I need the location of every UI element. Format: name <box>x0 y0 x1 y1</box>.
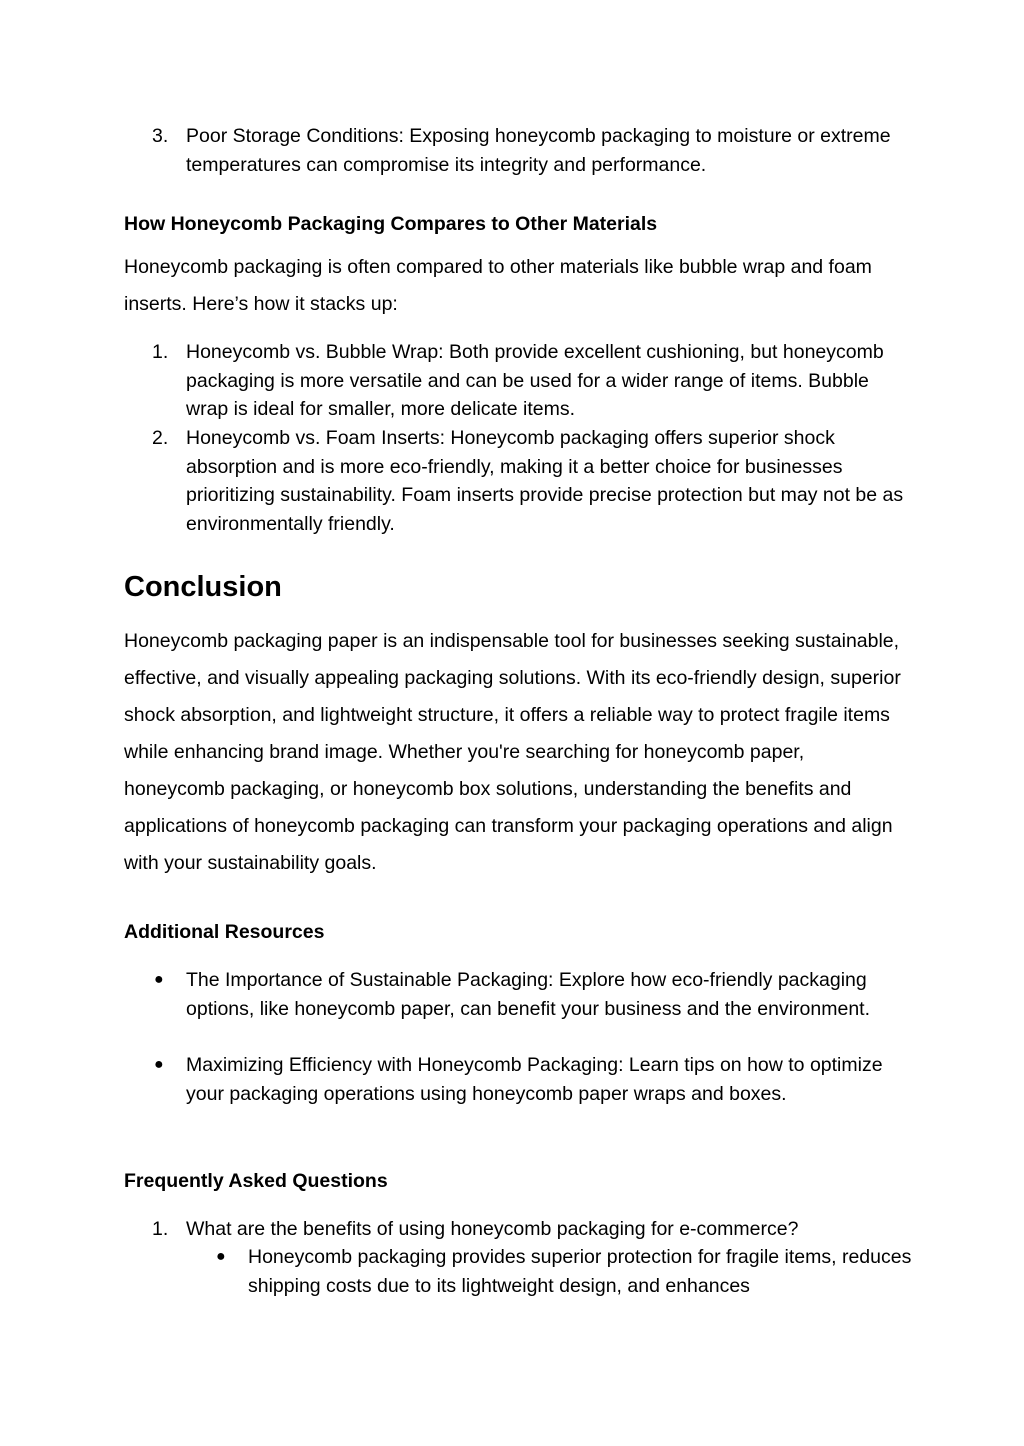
list-number: 1. <box>152 341 169 363</box>
faq-answer-text: Honeycomb packaging provides superior protection for fragile items, reduces shipping costs due to its lightweight design, and enhances <box>248 1246 912 1297</box>
list-number: 1. <box>152 1218 169 1240</box>
section-heading-resources: Additional Resources <box>124 921 325 943</box>
bullet-icon: ● <box>154 971 164 988</box>
bullet-icon: ● <box>154 1056 164 1073</box>
list-item-text: Poor Storage Conditions: Exposing honeycomb packaging to moisture or extreme temperatures can compromise its integrity and performance. <box>186 125 891 176</box>
list-number: 2. <box>152 427 169 449</box>
list-item-text: Honeycomb vs. Foam Inserts: Honeycomb packaging offers superior shock absorption and is more eco-friendly, making it a better choice for businesses prioritizing sustainability. Foam inserts provide precise protection but may not be as environmentally friendly. <box>186 427 904 535</box>
list-item-text: The Importance of Sustainable Packaging: Explore how eco-friendly packaging options, like honeycomb paper, can benefit your business and the environment. <box>186 969 871 1020</box>
section-heading-conclusion: Conclusion <box>124 571 282 603</box>
conclusion-paragraph: Honeycomb packaging paper is an indispensable tool for businesses seeking sustainable, effective, and visually appealing packaging solutions. With its eco-friendly design, superior shock absorption, and lightweight structure, it offers a reliable way to protect fragile items while enhancing brand image. Whether you're searching for honeycomb paper, honeycomb packaging, or honeycomb box solutions, understanding the benefits and applications of honeycomb packaging can transform your packaging operations and align with your sustainability goals. <box>124 630 901 874</box>
list-item-text: Maximizing Efficiency with Honeycomb Packaging: Learn tips on how to optimize your packaging operations using honeycomb paper wraps and boxes. <box>186 1054 883 1105</box>
list-number: 3. <box>152 125 169 147</box>
comparison-intro-paragraph: Honeycomb packaging is often compared to other materials like bubble wrap and foam inserts. Here’s how it stacks up: <box>124 256 872 315</box>
faq-question-text: What are the benefits of using honeycomb packaging for e-commerce? <box>186 1218 799 1240</box>
section-heading-comparison: How Honeycomb Packaging Compares to Other Materials <box>124 213 658 235</box>
list-item-text: Honeycomb vs. Bubble Wrap: Both provide excellent cushioning, but honeycomb packaging is more versatile and can be used for a wider range of items. Bubble wrap is ideal for smaller, more delicate items. <box>186 341 884 420</box>
section-heading-faq: Frequently Asked Questions <box>124 1170 388 1192</box>
bullet-icon: ● <box>216 1248 226 1265</box>
